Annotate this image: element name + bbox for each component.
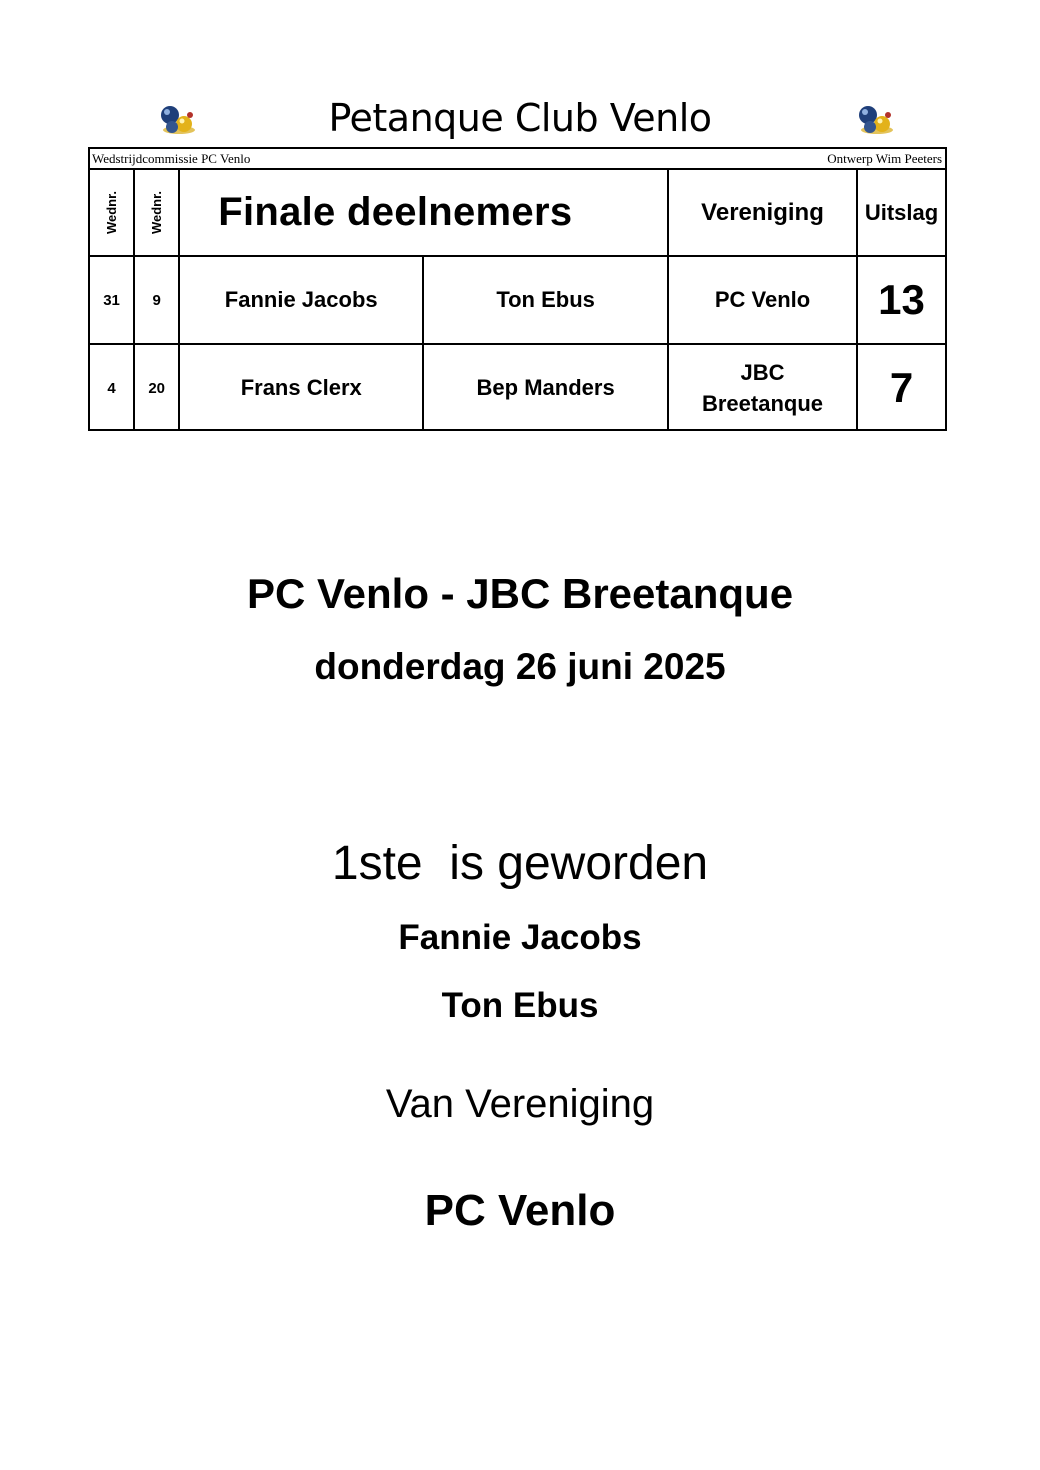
player-cell: Bep Manders [423,344,668,431]
club-line: JBC [740,360,785,385]
winning-club: PC Venlo [424,1186,616,1235]
player-cell: Ton Ebus [423,256,668,344]
committee-label: Wedstrijdcommissie PC Venlo [92,151,251,166]
finals-heading: Finale deelnemers [179,170,668,256]
header-row [90,170,945,256]
score-cell: 13 [857,256,945,344]
from-club-label: Van Vereniging [385,1082,655,1126]
table-row [90,344,945,431]
winner-name: Ton Ebus [441,986,599,1025]
match-date: donderdag 26 juni 2025 [314,646,726,687]
winner-name: Fannie Jacobs [398,918,642,957]
club-cell [668,344,857,431]
meta-row [90,149,945,170]
player-cell: Frans Clerx [179,344,423,431]
club-line: Breetanque [701,391,824,416]
wednr-cell: 20 [134,344,179,431]
participants-grid [90,170,945,431]
score-cell: 7 [857,344,945,431]
table-row [90,256,945,344]
player-cell: Fannie Jacobs [179,256,423,344]
club-cell: PC Venlo [668,256,857,344]
vereniging-header: Vereniging [668,170,857,256]
wednr-header-2: Wednr. [134,170,179,256]
wednr-header-1: Wednr. [90,170,134,256]
wednr-cell: 4 [90,344,134,431]
wednr-cell: 31 [90,256,134,344]
wednr-cell: 9 [134,256,179,344]
uitslag-header: Uitslag [857,170,945,256]
design-credit: Ontwerp Wim Peeters [827,151,942,166]
finals-table [88,147,947,431]
club-title: Petanque Club Venlo [328,96,712,140]
match-title: PC Venlo - JBC Breetanque [246,570,794,617]
first-place-label: 1ste is geworden [331,837,709,890]
